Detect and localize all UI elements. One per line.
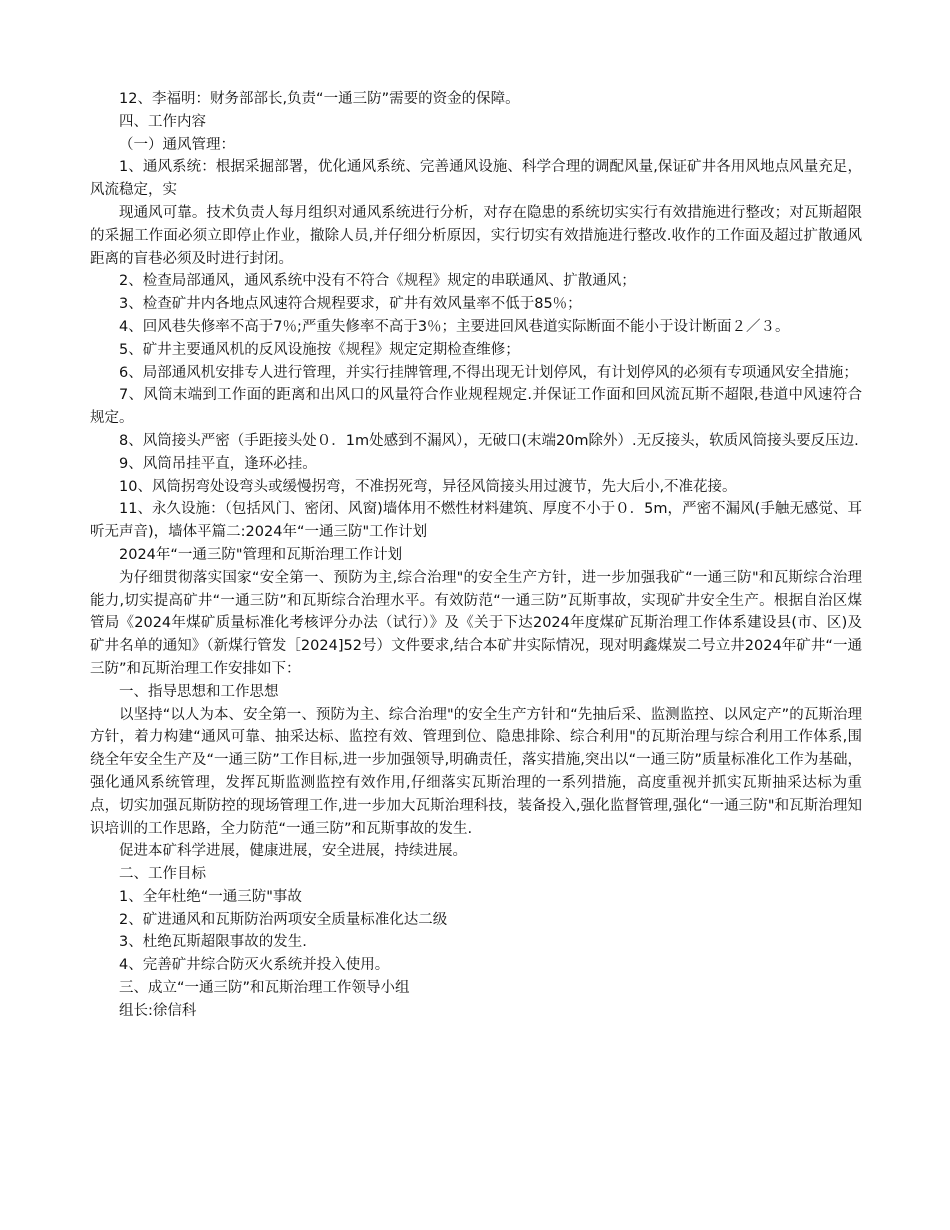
section-heading-work-goals: 二、工作目标	[119, 866, 206, 883]
paragraph-item-4: 4、回风巷失修率不高于7％;严重失修率不高于3％；主要进回风巷道实际断面不能小于设计断面２／３。	[119, 318, 790, 335]
paragraph-guiding-ideology: 以坚持“以人为本、安全第一、预防为主、综合治理"的安全生产方针和“先抽后采、监测监控、以风定产”的瓦斯治理方针，着力构建“通风可靠、抽采达标、监控有效、管理到位、隐患排除、综合利用"的瓦斯治理与综合利用工作体系,围绕全年安全生产及“一通三防”工作目标,进一步加强领导,明确责任，落实措施,突出以“一通三防”质量标准化工作为基础，强化通风系统管理，发挥瓦斯监测监控有效作用,仔细落实瓦斯治理的一系列措施，高度重视并抓实瓦斯抽采达标为重点，切实加强瓦斯防控的现场管理工作,进一步加大瓦斯治理科技，装备投入,强化监督管理,强化“一通三防"和瓦斯治理知识培训的工作思路，全力防范“一通三防”和瓦斯事故的发生.	[90, 706, 862, 837]
paragraph-item-5: 5、矿井主要通风机的反风设施按《规程》规定定期检查维修；	[119, 341, 520, 358]
paragraph-item-11: 11、永久设施：（包括风门、密闭、风窗)墙体用不燃性材料建筑、厚度不小于０．5m，严密不漏风(手触无感觉、耳听无声音)，墙体平篇二:2024年“一通三防"工作计划	[90, 501, 862, 541]
paragraph-item-9: 9、风筒吊挂平直，逢环必挂。	[119, 455, 317, 472]
document-title-2024-plan: 2024年“一通三防"管理和瓦斯治理工作计划	[119, 546, 403, 563]
section-heading-work-content: 四、工作内容	[119, 113, 206, 130]
paragraph-item-7: 7、风筒末端到工作面的距离和出风口的风量符合作业规程规定.并保证工作面和回风流瓦斯不超限,巷道中风速符合规定。	[90, 387, 862, 427]
paragraph-group-leader: 组长:徐信科	[119, 1002, 197, 1019]
paragraph-item-10: 10、风筒拐弯处设弯头或缓慢拐弯，不准拐死弯，异径风筒接头用过渡节，先大后小,不准花接。	[119, 478, 737, 495]
paragraph-promote-development: 促进本矿科学进展，健康进展，安全进展，持续进展。	[119, 843, 467, 860]
goal-item-4: 4、完善矿井综合防灭火系统并投入使用。	[119, 957, 390, 974]
paragraph-introduction: 为仔细贯彻落实国家“安全第一、预防为主,综合治理"的安全生产方针，进一步加强我矿“一通三防"和瓦斯综合治理能力,切实提高矿井“一通三防”和瓦斯综合治理水平。有效防范“一通三防”瓦斯事故，实现矿井安全生产。根据自治区煤管局《2024年煤矿质量标准化考核评分办法（试行）》及《关于下达2024年度煤矿瓦斯治理工作体系建设县(市、区)及矿井名单的通知》（新煤行管发［2024]52号）文件要求,结合本矿井实际情况，现对明鑫煤炭二号立井2024年矿井“一通三防”和瓦斯治理工作安排如下：	[90, 569, 862, 677]
paragraph-li-fuming: 12、李福明：财务部部长,负责“一通三防”需要的资金的保障。	[119, 91, 520, 107]
goal-item-2: 2、矿进通风和瓦斯防治两项安全质量标准化达二级	[119, 911, 448, 928]
subsection-heading-ventilation: （一）通风管理：	[119, 136, 235, 153]
paragraph-item-1: 1、通风系统：根据采掘部署，优化通风系统、完善通风设施、科学合理的调配风量,保证矿井各用风地点风量充足，风流稳定，实	[90, 159, 862, 199]
goal-item-1: 1、全年杜绝“一通三防"事故	[119, 888, 302, 905]
paragraph-item-2: 2、检查局部通风，通风系统中没有不符合《规程》规定的串联通风、扩散通风；	[119, 273, 636, 290]
paragraph-item-6: 6、局部通风机安排专人进行管理，并实行挂牌管理,不得出现无计划停风，有计划停风的必须有专项通风安全措施；	[119, 364, 858, 381]
paragraph-item-1-continued: 现通风可靠。技术负责人每月组织对通风系统进行分析，对存在隐患的系统切实实行有效措施进行整改；对瓦斯超限的采掘工作面必须立即停止作业，撤除人员,并仔细分析原因，实行切实有效措施进行整改.收作的工作面及超过扩散通风距离的盲巷必须及时进行封闭。	[90, 204, 862, 267]
paragraph-item-8: 8、风筒接头严密（手距接头处０．1m处感到不漏风），无破口(末端20m除外）.无反接头，软质风筒接头要反压边.	[119, 432, 859, 449]
section-heading-guiding-ideology: 一、指导思想和工作思想	[119, 683, 279, 700]
paragraph-item-3: 3、检查矿井内各地点风速符合规程要求，矿井有效风量率不低于85％；	[119, 296, 582, 313]
goal-item-3: 3、杜绝瓦斯超限事故的发生.	[119, 934, 307, 951]
section-heading-leadership-group: 三、成立“一通三防”和瓦斯治理工作领导小组	[119, 980, 410, 997]
